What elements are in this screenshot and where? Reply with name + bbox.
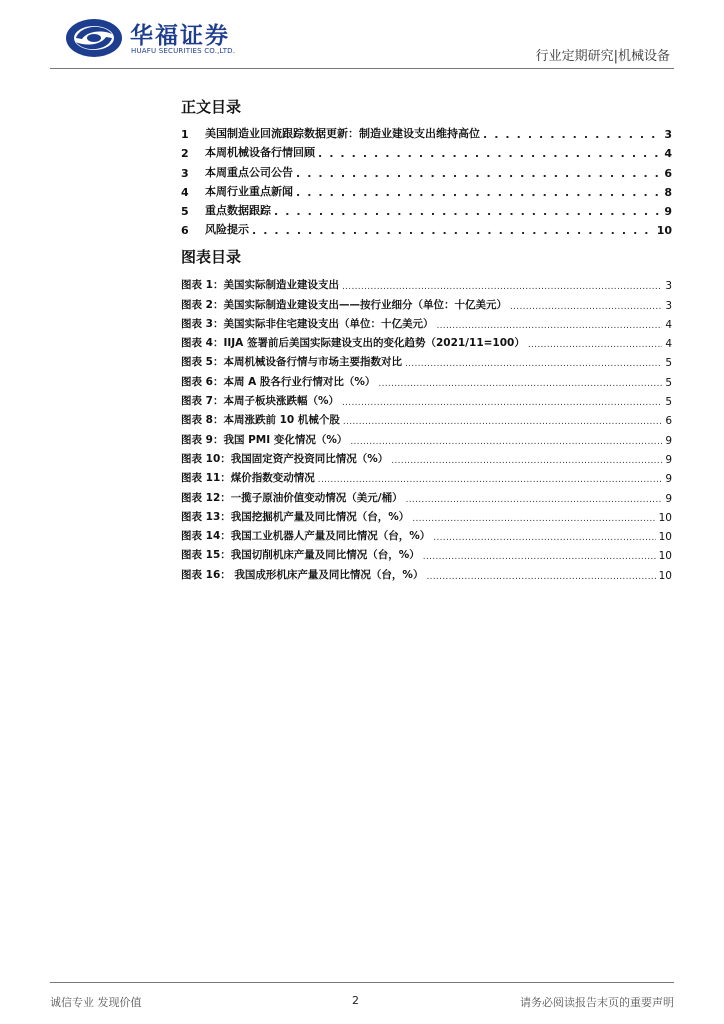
figure-item[interactable] bbox=[181, 524, 672, 543]
toc-item[interactable] bbox=[181, 180, 672, 199]
figure-item-title: 图表 3：美国实际非住宅建设支出（单位：十亿美元） bbox=[181, 317, 434, 330]
dot-leader bbox=[296, 167, 661, 180]
toc-item-page: 8 bbox=[664, 185, 672, 199]
dot-leader bbox=[483, 128, 661, 141]
dot-leader bbox=[274, 205, 661, 218]
toc-title: 正文目录 bbox=[181, 98, 242, 116]
dot-leader bbox=[342, 398, 662, 408]
toc-item-page: 10 bbox=[656, 224, 672, 238]
figure-item[interactable] bbox=[181, 312, 672, 331]
figure-item[interactable] bbox=[181, 485, 672, 504]
figure-item-page: 5 bbox=[665, 357, 672, 370]
toc-item[interactable] bbox=[181, 141, 672, 160]
figures-list bbox=[181, 273, 672, 582]
footer-divider bbox=[50, 982, 674, 983]
dot-leader bbox=[406, 495, 663, 505]
header-divider bbox=[50, 68, 674, 69]
dot-leader bbox=[433, 533, 655, 543]
figure-item-title: 图表 5：本周机械设备行情与市场主要指数对比 bbox=[181, 356, 402, 369]
figure-item-title: 图表 16： 我国成形机床产量及同比情况（台，%） bbox=[181, 568, 424, 581]
footer-disclaimer: 请务必阅读报告末页的重要声明 bbox=[520, 996, 674, 1009]
figure-item-page: 10 bbox=[658, 550, 672, 563]
figure-item[interactable] bbox=[181, 273, 672, 292]
figure-item[interactable] bbox=[181, 466, 672, 485]
figure-item-title: 图表 15：我国切削机床产量及同比情况（台，%） bbox=[181, 549, 420, 562]
figure-item-title: 图表 13：我国挖掘机产量及同比情况（台，%） bbox=[181, 510, 410, 523]
toc-item[interactable] bbox=[181, 218, 672, 237]
figure-item-title: 图表 1：美国实际制造业建设支出 bbox=[181, 279, 339, 292]
huafu-logo-icon bbox=[64, 17, 124, 59]
dot-leader bbox=[318, 475, 663, 485]
toc-item-title: 本周行业重点新闻 bbox=[205, 184, 293, 198]
dot-leader bbox=[350, 437, 662, 447]
toc-list bbox=[181, 122, 672, 237]
figure-item[interactable] bbox=[181, 427, 672, 446]
toc-item[interactable] bbox=[181, 122, 672, 141]
toc-item[interactable] bbox=[181, 199, 672, 218]
figure-item-title: 图表 7：本周子板块涨跌幅（%） bbox=[181, 395, 339, 408]
figure-item[interactable] bbox=[181, 543, 672, 562]
figure-item-title: 图表 4：IIJA 签署前后美国实际建设支出的变化趋势（2021/11=100） bbox=[181, 337, 525, 350]
page-number: 2 bbox=[352, 994, 359, 1007]
dot-leader bbox=[405, 359, 662, 369]
toc-item-title: 本周机械设备行情回顾 bbox=[205, 146, 315, 160]
figure-item-page: 3 bbox=[665, 299, 672, 312]
dot-leader bbox=[342, 282, 662, 292]
figure-item-page: 10 bbox=[658, 531, 672, 544]
toc-item[interactable] bbox=[181, 160, 672, 179]
figure-item-page: 10 bbox=[658, 569, 672, 582]
figure-item-title: 图表 6：本周 A 股各行业行情对比（%） bbox=[181, 375, 376, 388]
toc-item-number: 4 bbox=[181, 185, 189, 199]
logo-english-name: HUAFU SECURITIES CO.,LTD. bbox=[131, 47, 236, 55]
figure-item-title: 图表 2：美国实际制造业建设支出——按行业细分（单位：十亿美元） bbox=[181, 298, 507, 311]
figure-item[interactable] bbox=[181, 369, 672, 388]
toc-item-page: 4 bbox=[664, 147, 672, 161]
logo-chinese-name: 华福证券 bbox=[130, 23, 230, 49]
figure-item[interactable] bbox=[181, 350, 672, 369]
toc-item-number: 5 bbox=[181, 204, 189, 218]
figure-item-title: 图表 9：我国 PMI 变化情况（%） bbox=[181, 433, 348, 446]
figures-title: 图表目录 bbox=[181, 248, 242, 266]
figure-item-title: 图表 12：一揽子原油价值变动情况（美元/桶） bbox=[181, 491, 403, 504]
figure-item[interactable] bbox=[181, 292, 672, 311]
figure-item[interactable] bbox=[181, 505, 672, 524]
dot-leader bbox=[436, 321, 662, 331]
figure-item[interactable] bbox=[181, 389, 672, 408]
figure-item-title: 图表 8：本周涨跌前 10 机械个股 bbox=[181, 414, 340, 427]
toc-item-title: 本周重点公司公告 bbox=[205, 165, 293, 179]
figure-item-title: 图表 14：我国工业机器人产量及同比情况（台，%） bbox=[181, 530, 431, 543]
toc-item-number: 1 bbox=[181, 128, 189, 142]
figure-item-page: 6 bbox=[665, 415, 672, 428]
dot-leader bbox=[296, 186, 661, 199]
figure-item[interactable] bbox=[181, 562, 672, 581]
company-logo bbox=[64, 14, 254, 62]
dot-leader bbox=[318, 147, 661, 160]
figure-item-page: 9 bbox=[665, 453, 672, 466]
toc-item-title: 美国制造业回流跟踪数据更新：制造业建设支出维持高位 bbox=[205, 127, 480, 141]
dot-leader bbox=[426, 572, 655, 582]
toc-item-number: 2 bbox=[181, 147, 189, 161]
footer-slogan: 诚信专业 发现价值 bbox=[50, 996, 142, 1009]
figure-item-page: 5 bbox=[665, 376, 672, 389]
dot-leader bbox=[252, 224, 654, 237]
toc-item-number: 6 bbox=[181, 224, 189, 238]
figure-item[interactable] bbox=[181, 408, 672, 427]
figure-item-page: 3 bbox=[665, 280, 672, 293]
figure-item-page: 9 bbox=[665, 434, 672, 447]
toc-item-page: 3 bbox=[664, 128, 672, 142]
dot-leader bbox=[412, 514, 655, 524]
figure-item-page: 10 bbox=[658, 511, 672, 524]
toc-item-number: 3 bbox=[181, 166, 189, 180]
figure-item-page: 5 bbox=[665, 396, 672, 409]
figure-item-page: 4 bbox=[665, 338, 672, 351]
figure-item[interactable] bbox=[181, 331, 672, 350]
doc-category: 行业定期研究|机械设备 bbox=[535, 49, 670, 64]
figure-item-title: 图表 11：煤价指数变动情况 bbox=[181, 472, 315, 485]
dot-leader bbox=[510, 302, 662, 312]
toc-item-page: 6 bbox=[664, 166, 672, 180]
dot-leader bbox=[343, 417, 662, 427]
figure-item-page: 9 bbox=[665, 492, 672, 505]
dot-leader bbox=[528, 340, 662, 350]
figure-item-page: 9 bbox=[665, 473, 672, 486]
toc-item-page: 9 bbox=[664, 204, 672, 218]
toc-item-title: 重点数据跟踪 bbox=[205, 203, 271, 217]
dot-leader bbox=[391, 456, 662, 466]
figure-item[interactable] bbox=[181, 447, 672, 466]
figure-item-page: 4 bbox=[665, 318, 672, 331]
figure-item-title: 图表 10：我国固定资产投资同比情况（%） bbox=[181, 452, 389, 465]
dot-leader bbox=[423, 552, 656, 562]
toc-item-title: 风险提示 bbox=[205, 223, 249, 237]
dot-leader bbox=[378, 379, 662, 389]
